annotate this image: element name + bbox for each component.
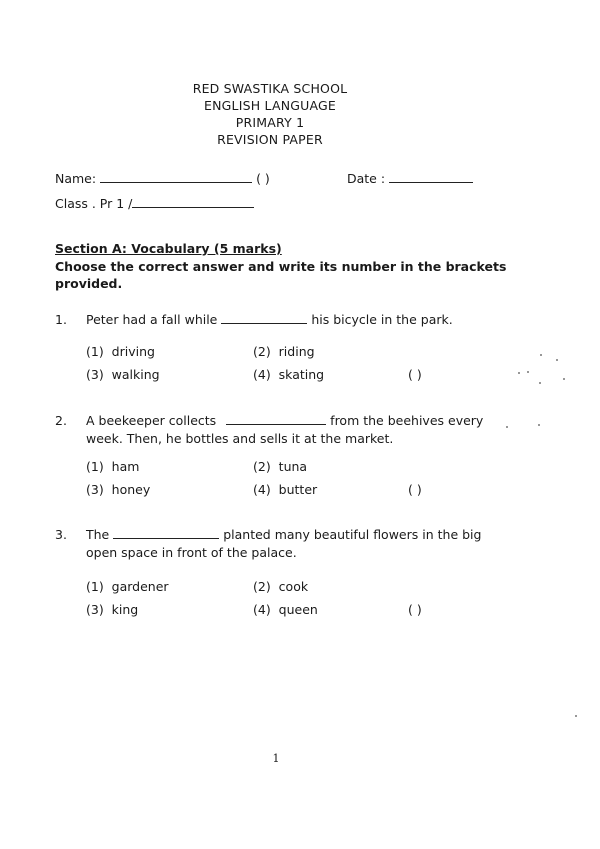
option-4[interactable] (253, 602, 318, 617)
answer-bracket[interactable]: ( ) (408, 602, 422, 617)
option-number: (1) (86, 344, 104, 359)
option-number: (2) (253, 579, 271, 594)
answer-bracket[interactable]: ( ) (408, 367, 422, 382)
option-2[interactable] (253, 344, 315, 359)
question-text (86, 527, 481, 542)
option-text: honey (111, 482, 151, 497)
option-3[interactable] (86, 602, 138, 617)
option-text: queen (278, 602, 318, 617)
answer-blank[interactable] (226, 414, 326, 425)
instruction-line-2: provided. (55, 276, 123, 291)
school-name: RED SWASTIKA SCHOOL (192, 81, 348, 96)
option-text: tuna (278, 459, 308, 474)
page-number: 1 (272, 752, 280, 765)
option-number: (1) (86, 459, 104, 474)
option-number: (3) (86, 602, 104, 617)
name-label: Name: (55, 171, 97, 186)
paper-title: REVISION PAPER (217, 132, 323, 147)
option-text: walking (111, 367, 160, 382)
option-text: butter (278, 482, 318, 497)
option-1[interactable] (86, 579, 169, 594)
instruction-line-1: Choose the correct answer and write its number in the brackets (55, 259, 507, 274)
scan-speck (538, 424, 540, 426)
question-text (86, 312, 453, 327)
answer-blank[interactable] (113, 528, 219, 539)
question-text (86, 413, 483, 428)
option-text: ham (111, 459, 140, 474)
option-3[interactable] (86, 367, 160, 382)
scan-speck (540, 354, 542, 356)
question-text-before: The (86, 527, 110, 542)
option-2[interactable] (253, 579, 308, 594)
option-text: riding (278, 344, 315, 359)
scan-speck (556, 359, 558, 361)
document-header (0, 80, 540, 148)
question-number: 3. (55, 527, 67, 542)
question-text-before: Peter had a fall while (86, 312, 218, 327)
option-number: (4) (253, 602, 271, 617)
question-text-after: his bicycle in the park. (311, 312, 453, 327)
question-text-line-2: open space in front of the palace. (86, 545, 297, 560)
option-number: (2) (253, 459, 271, 474)
date-blank[interactable] (389, 172, 473, 183)
question-text-line-2: week. Then, he bottles and sells it at the market. (86, 431, 394, 446)
scan-speck (575, 715, 577, 717)
question-number: 1. (55, 312, 67, 327)
class-blank[interactable] (132, 197, 254, 208)
option-3[interactable] (86, 482, 150, 497)
option-text: cook (278, 579, 309, 594)
option-number: (3) (86, 482, 104, 497)
scan-speck (527, 371, 529, 373)
question-text-after: planted many beautiful flowers in the big (223, 527, 482, 542)
name-blank[interactable] (100, 172, 252, 183)
question-text-after: from the beehives every (330, 413, 484, 428)
scan-speck (539, 382, 541, 384)
option-number: (4) (253, 482, 271, 497)
question-text-before: A beekeeper collects (86, 413, 217, 428)
option-4[interactable] (253, 482, 317, 497)
register-bracket: ( ) (256, 171, 270, 186)
option-2[interactable] (253, 459, 307, 474)
option-number: (1) (86, 579, 104, 594)
answer-bracket[interactable]: ( ) (408, 482, 422, 497)
level-name: PRIMARY 1 (235, 115, 305, 130)
class-row (55, 196, 254, 211)
option-number: (2) (253, 344, 271, 359)
option-text: king (111, 602, 139, 617)
option-number: (4) (253, 367, 271, 382)
option-number: (3) (86, 367, 104, 382)
date-row (347, 171, 473, 186)
option-1[interactable] (86, 344, 155, 359)
option-text: skating (278, 367, 325, 382)
scan-speck (506, 426, 508, 428)
class-label: Class . Pr 1 / (55, 196, 133, 211)
option-4[interactable] (253, 367, 324, 382)
option-1[interactable] (86, 459, 139, 474)
option-text: gardener (111, 579, 169, 594)
subject-name: ENGLISH LANGUAGE (204, 98, 336, 113)
date-label: Date : (347, 171, 386, 186)
question-number: 2. (55, 413, 67, 428)
option-text: driving (111, 344, 155, 359)
scan-speck (563, 378, 565, 380)
answer-blank[interactable] (221, 313, 307, 324)
name-row (55, 171, 270, 186)
scan-speck (518, 372, 520, 374)
section-title: Section A: Vocabulary (5 marks) (55, 241, 282, 256)
